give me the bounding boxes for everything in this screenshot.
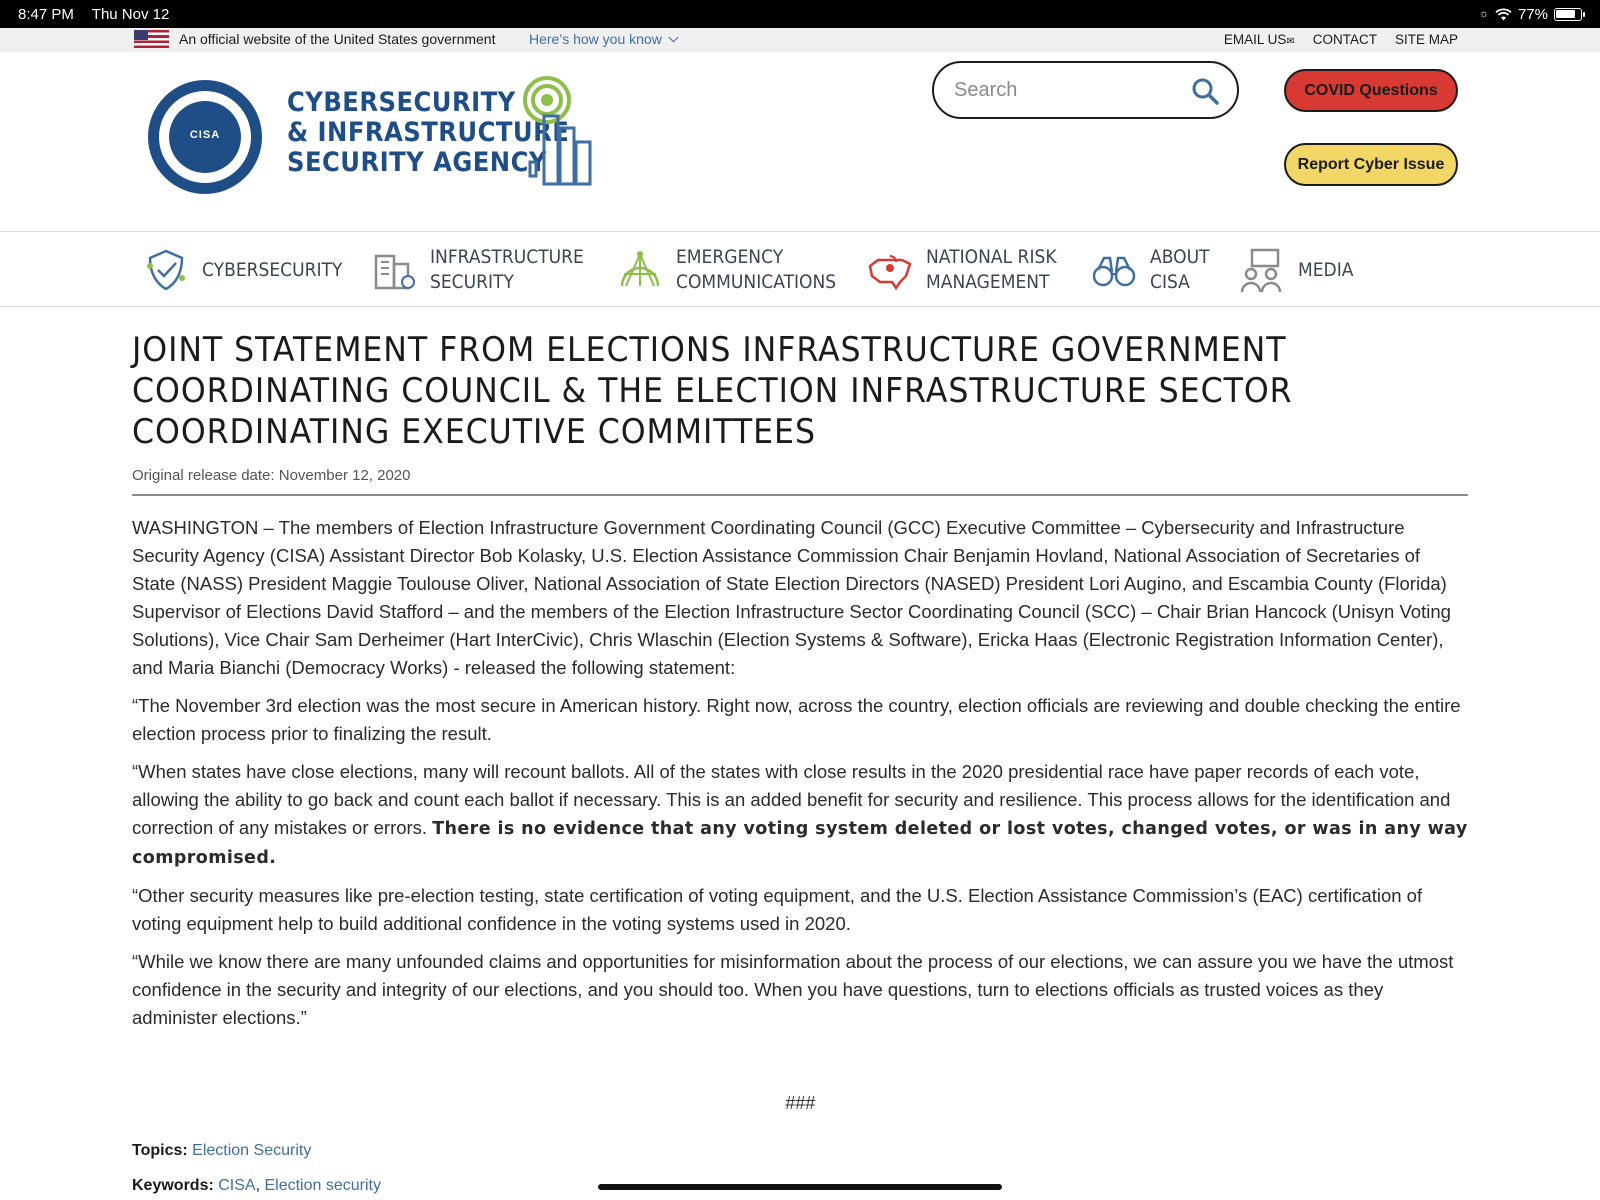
article-bold-text: There is no evidence that any voting system deleted or lost votes, changed votes, or was in any way compromised.	[132, 819, 1468, 868]
release-date: Original release date: November 12, 2020	[132, 467, 411, 484]
topics-row	[132, 1142, 311, 1160]
end-mark: ###	[784, 1093, 816, 1113]
seal-center	[169, 101, 241, 173]
shield-check-icon	[142, 246, 190, 294]
covid-questions-button[interactable]: COVID Questions	[1284, 69, 1458, 112]
keywords-label: Keywords:	[132, 1177, 214, 1194]
how-you-know-link[interactable]	[529, 31, 677, 47]
nav-emergency-communications[interactable]	[616, 232, 854, 308]
brightness-icon: ☼	[1478, 8, 1489, 20]
page-title: JOINT STATEMENT FROM ELECTIONS INFRASTRUCTURE GOVERNMENT COORDINATING COUNCIL & THE ELECTION INFRASTRUCTURE SECTOR COORDINATING EXECUTIVE COMMITTEES	[132, 330, 1293, 452]
article-paragraph: “Other security measures like pre-election testing, state certification of voting equipment, and the U.S. Election Assistance Commission’s (EAC) certification of voting equipment help to build additional confidence in the voting systems used in 2020.	[132, 885, 1423, 934]
buildings-icon	[370, 246, 418, 294]
nav-label: CYBERSECURITY	[202, 258, 343, 281]
nav-label: MEDIA	[1298, 258, 1354, 281]
divider	[132, 494, 1468, 496]
utility-links	[1224, 32, 1458, 47]
nav-label: EMERGENCY COMMUNICATIONS	[676, 246, 837, 293]
main-nav	[0, 231, 1600, 307]
gov-banner	[0, 28, 1600, 52]
report-cyber-issue-button[interactable]: Report Cyber Issue	[1284, 143, 1458, 186]
nav-national-risk-management[interactable]	[866, 232, 1071, 308]
article-paragraph: “While we know there are many unfounded claims and opportunities for misinformation about the process of our elections, we can assure you we have the utmost confidence in the security and integrity of our elections, and you should too. When you have questions, turn to elections officials as trusted voices as they administer elections.”	[132, 951, 1454, 1028]
nav-label: ABOUT CISA	[1150, 246, 1210, 293]
keyword-link[interactable]: CISA	[218, 1177, 256, 1194]
search-input[interactable]	[954, 75, 1184, 105]
nav-cybersecurity[interactable]	[142, 232, 358, 308]
nav-about-cisa[interactable]	[1090, 232, 1216, 308]
how-you-know-label: Here’s how you know	[529, 31, 662, 47]
article-paragraph: “The November 3rd election was the most secure in American history. Right now, across the country, election officials are reviewing and double checking the entire election process prior to finalizing the result.	[132, 695, 1461, 744]
nav-label: NATIONAL RISK MANAGEMENT	[926, 246, 1057, 293]
topic-link[interactable]: Election Security	[192, 1142, 312, 1159]
article-paragraph: WASHINGTON – The members of Election Infrastructure Government Coordinating Council (GCC) Executive Committee – Cybersecurity and Infrastructure Security Agency (CISA) Assistant Director Bob Kolasky, U.S. Election Assistance Commission Chair Benjamin Hovland, National Association of Secretaries of State (NASS) President Maggie Toulouse Oliver, National Association of State Election Directors (NASED) President Lori Augino, and Escambia County (Florida) Supervisor of Elections David Stafford – and the members of the Election Infrastructure Sector Coordinating Council (SCC) – Chair Brian Hancock (Unisyn Voting Solutions), Vice Chair Sam Derheimer (Hart InterCivic), Chris Wlaschin (Election Systems & Software), Ericka Haas (Electronic Registration Information Center), and Maria Bianchi (Democracy Works) - released the following statement:	[132, 517, 1451, 678]
email-us-label: EMAIL US	[1223, 32, 1287, 47]
status-time: 8:47 PM	[18, 5, 74, 23]
binoculars-icon	[1090, 246, 1138, 294]
us-map-alert-icon	[866, 246, 914, 294]
article	[132, 330, 1468, 1194]
chevron-down-icon	[668, 33, 678, 43]
ios-status-bar	[0, 0, 1600, 28]
home-indicator[interactable]	[598, 1184, 1002, 1190]
agency-name-line: SECURITY AGENCY	[287, 147, 547, 178]
keywords-row: Keywords: CISA, Election security	[132, 1177, 381, 1194]
status-date: Thu Nov 12	[91, 5, 170, 23]
nav-media[interactable]	[1238, 232, 1360, 308]
contact-link[interactable]: CONTACT	[1312, 32, 1377, 47]
people-presentation-icon	[1238, 246, 1286, 294]
agency-name-line: CYBERSECURITY	[287, 87, 516, 118]
topics-label: Topics:	[132, 1142, 188, 1159]
nav-infrastructure-security[interactable]	[370, 232, 601, 308]
tower-logo-icon	[522, 74, 598, 186]
email-us-link[interactable]	[1224, 32, 1295, 47]
battery-icon	[1554, 8, 1582, 21]
us-flag-icon	[134, 30, 169, 48]
cisa-seal-logo[interactable]	[148, 80, 262, 194]
agency-name-line: & INFRASTRUCTURE	[287, 117, 570, 148]
keyword-link[interactable]: Election security	[264, 1177, 381, 1194]
battery-percent: 77%	[1517, 5, 1548, 23]
gov-banner-text: An official website of the United States government	[179, 31, 496, 47]
site-map-link[interactable]: SITE MAP	[1394, 32, 1458, 47]
search-box	[932, 61, 1239, 119]
article-paragraph	[132, 758, 1468, 872]
article-text: “When states have close elections, many will recount ballots. All of the states with close results in the 2020 presidential race have paper records of each vote, allowing the ability to go back and count each ballot if necessary. This is an added benefit for security and resilience. This process allows for the identification and correction of any mistakes or errors.	[132, 761, 1451, 838]
globe-network-icon	[616, 246, 664, 294]
wifi-icon	[1495, 8, 1512, 21]
seal-text: CISA	[189, 129, 221, 141]
nav-label: INFRASTRUCTURE SECURITY	[430, 246, 584, 293]
search-icon[interactable]	[1191, 77, 1219, 105]
envelope-icon: ✉	[1286, 36, 1295, 47]
